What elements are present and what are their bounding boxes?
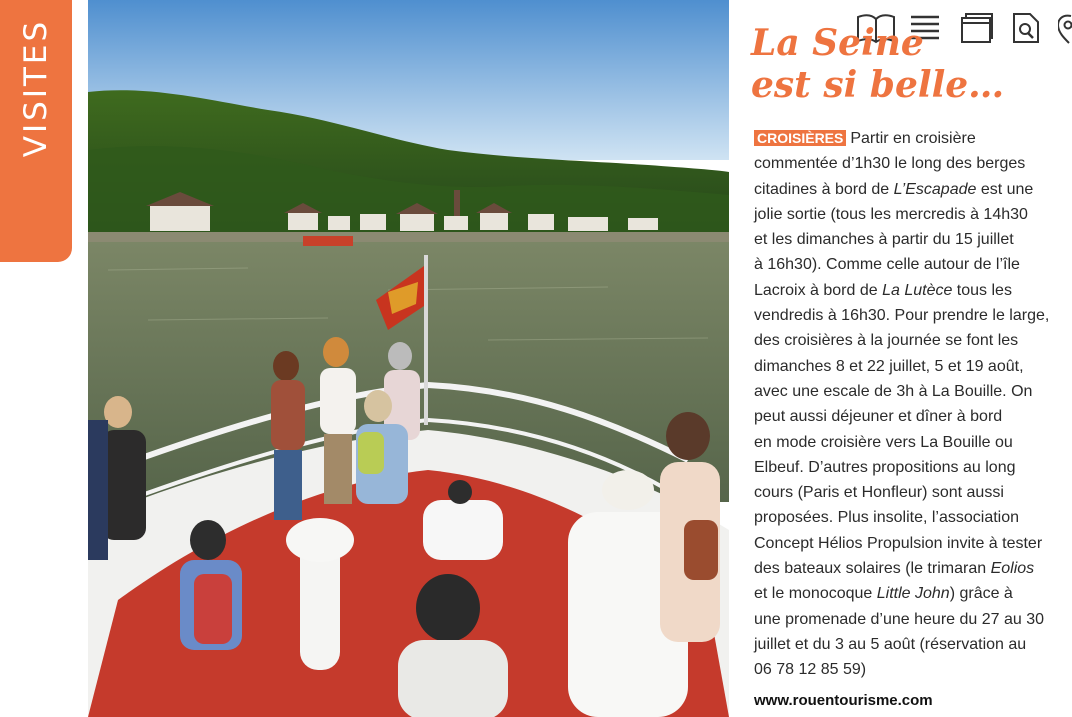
article-line: avec une escale de 3h à La Bouille. On [754, 382, 1033, 400]
article-line: Lacroix à bord de La Lutèce tous les [754, 281, 1012, 299]
title-line-1: La Seine [751, 22, 924, 64]
article-line: vendredis à 16h30. Pour prendre le large, [754, 307, 1050, 325]
article-line: commentée d’1h30 le long des berges [754, 155, 1026, 173]
article-line: Elbeuf. D’autres propositions au long [754, 458, 1016, 476]
article-line: peut aussi déjeuner et dîner à bord [754, 408, 1003, 426]
article-line: proposées. Plus insolite, l’association [754, 509, 1020, 527]
page-title [751, 22, 1004, 106]
cruise-photo [88, 0, 729, 717]
article-line: et les dimanches à partir du 15 juillet [754, 231, 1014, 249]
category-tag: CROISIÈRES [754, 130, 846, 146]
article-line: jolie sortie (tous les mercredis à 14h30 [754, 205, 1028, 223]
article-line: dimanches 8 et 22 juillet, 5 et 19 août, [754, 357, 1024, 375]
article-line: CROISIÈRES Partir en croisière [754, 126, 1070, 151]
article-line: et le monocoque Little John) grâce à [754, 585, 1013, 603]
article-line: citadines à bord de L’Escapade est une [754, 180, 1034, 198]
article-line: des croisières à la journée se font les [754, 332, 1019, 350]
section-tab-label: VISITES [18, 18, 54, 158]
article-line: des bateaux solaires (le trimaran Eolios [754, 560, 1035, 578]
article-line: en mode croisière vers La Bouille ou [754, 433, 1013, 451]
article-line: cours (Paris et Honfleur) sont aussi [754, 484, 1004, 502]
article-line: une promenade d’une heure du 27 au 30 [754, 610, 1045, 628]
article-line: Concept Hélios Propulsion invite à tester [754, 534, 1043, 552]
website-link[interactable]: www.rouentourisme.com [754, 692, 933, 709]
search-document-icon[interactable] [1012, 12, 1040, 44]
location-pin-icon[interactable] [1058, 12, 1072, 44]
section-tab [0, 0, 72, 262]
article-line: 06 78 12 85 59) [754, 661, 867, 679]
article-line: à 16h30). Comme celle autour de l’île [754, 256, 1020, 274]
article-body [754, 126, 1070, 683]
article-line: juillet et du 3 au 5 août (réservation au [754, 635, 1027, 653]
title-line-2: est si belle… [751, 64, 1005, 106]
